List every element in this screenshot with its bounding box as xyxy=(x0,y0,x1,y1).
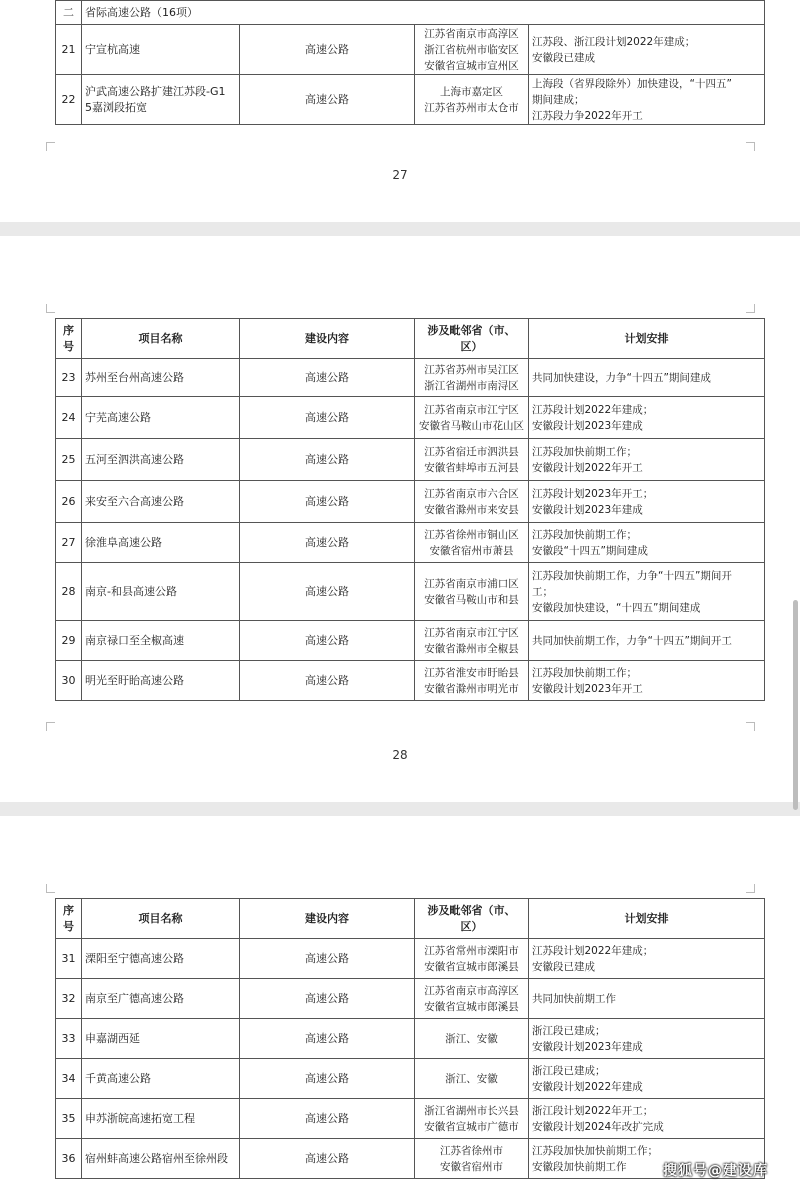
construction-content: 高速公路 xyxy=(240,939,415,979)
table-row xyxy=(56,979,765,1019)
page-separator xyxy=(0,802,800,816)
project-name: 申苏浙皖高速拓宽工程 xyxy=(82,1099,240,1139)
table-row xyxy=(56,621,765,661)
table-row xyxy=(56,1099,765,1139)
plan-arrangement: 江苏段加快加快前期工作； 安徽段加快前期工作 xyxy=(529,1139,765,1179)
project-name: 苏州至台州高速公路 xyxy=(82,359,240,397)
table-row xyxy=(56,939,765,979)
page-separator xyxy=(0,222,800,236)
construction-content: 高速公路 xyxy=(240,439,415,481)
document-page-28 xyxy=(0,236,800,802)
page-corner-mark xyxy=(46,304,55,313)
header-index: 序 号 xyxy=(56,319,82,359)
project-table-page-29 xyxy=(55,898,765,1179)
construction-content: 高速公路 xyxy=(240,397,415,439)
project-name: 南京-和县高速公路 xyxy=(82,563,240,621)
adjacent-regions: 江苏省徐州市铜山区 安徽省宿州市萧县 xyxy=(415,523,529,563)
row-index: 21 xyxy=(56,25,82,75)
plan-arrangement: 浙江段已建成； 安徽段计划2023年建成 xyxy=(529,1019,765,1059)
adjacent-regions: 江苏省淮安市盱眙县 安徽省滁州市明光市 xyxy=(415,661,529,701)
header-project-name: 项目名称 xyxy=(82,319,240,359)
watermark: 搜狐号@建设库 xyxy=(663,1163,768,1179)
adjacent-regions: 江苏省宿迁市泗洪县 安徽省蚌埠市五河县 xyxy=(415,439,529,481)
row-index: 22 xyxy=(56,75,82,125)
row-index: 36 xyxy=(56,1139,82,1179)
project-name: 五河至泗洪高速公路 xyxy=(82,439,240,481)
row-index: 34 xyxy=(56,1059,82,1099)
table-row xyxy=(56,75,765,125)
page-corner-mark xyxy=(46,884,55,893)
table-row xyxy=(56,439,765,481)
project-name: 徐淮阜高速公路 xyxy=(82,523,240,563)
table-row xyxy=(56,1019,765,1059)
table-row xyxy=(56,359,765,397)
row-index: 28 xyxy=(56,563,82,621)
header-index: 序 号 xyxy=(56,899,82,939)
plan-arrangement: 共同加快前期工作 xyxy=(529,979,765,1019)
adjacent-regions: 江苏省苏州市吴江区 浙江省湖州市南浔区 xyxy=(415,359,529,397)
construction-content: 高速公路 xyxy=(240,25,415,75)
table-row xyxy=(56,563,765,621)
section-title: 省际高速公路（16项） xyxy=(82,1,765,25)
document-page-29 xyxy=(0,816,800,1190)
row-index: 26 xyxy=(56,481,82,523)
section-row xyxy=(56,1,765,25)
project-name: 宁宣杭高速 xyxy=(82,25,240,75)
page-number: 28 xyxy=(392,748,408,762)
table-row xyxy=(56,523,765,563)
adjacent-regions: 江苏省南京市六合区 安徽省滁州市来安县 xyxy=(415,481,529,523)
header-construction: 建设内容 xyxy=(240,899,415,939)
plan-arrangement: 江苏段、浙江段计划2022年建成； 安徽段已建成 xyxy=(529,25,765,75)
row-index: 30 xyxy=(56,661,82,701)
project-name: 溧阳至宁德高速公路 xyxy=(82,939,240,979)
plan-arrangement: 江苏段加快前期工作； 安徽段计划2023年开工 xyxy=(529,661,765,701)
row-index: 29 xyxy=(56,621,82,661)
project-name: 千黄高速公路 xyxy=(82,1059,240,1099)
page-corner-mark xyxy=(746,142,755,151)
plan-arrangement: 浙江段已建成； 安徽段计划2022年建成 xyxy=(529,1059,765,1099)
construction-content: 高速公路 xyxy=(240,1139,415,1179)
table-row xyxy=(56,1139,765,1179)
construction-content: 高速公路 xyxy=(240,1019,415,1059)
table-row xyxy=(56,481,765,523)
row-index: 27 xyxy=(56,523,82,563)
construction-content: 高速公路 xyxy=(240,1059,415,1099)
construction-content: 高速公路 xyxy=(240,661,415,701)
plan-arrangement: 江苏段计划2022年建成； 安徽段计划2023年建成 xyxy=(529,397,765,439)
table-header-row xyxy=(56,319,765,359)
adjacent-regions: 江苏省南京市高淳区 浙江省杭州市临安区 安徽省宣城市宣州区 xyxy=(415,25,529,75)
row-index: 23 xyxy=(56,359,82,397)
plan-arrangement: 江苏段加快前期工作，力争“十四五”期间开 工； 安徽段加快建设，“十四五”期间建成 xyxy=(529,563,765,621)
adjacent-regions: 江苏省南京市高淳区 安徽省宣城市郎溪县 xyxy=(415,979,529,1019)
project-name: 来安至六合高速公路 xyxy=(82,481,240,523)
vertical-scrollbar[interactable] xyxy=(793,600,798,810)
plan-arrangement: 江苏段计划2023年开工； 安徽段计划2023年建成 xyxy=(529,481,765,523)
row-index: 33 xyxy=(56,1019,82,1059)
adjacent-regions: 江苏省南京市浦口区 安徽省马鞍山市和县 xyxy=(415,563,529,621)
plan-arrangement: 江苏段计划2022年建成； 安徽段已建成 xyxy=(529,939,765,979)
page-corner-mark xyxy=(746,722,755,731)
plan-arrangement: 江苏段加快前期工作； 安徽段计划2022年开工 xyxy=(529,439,765,481)
table-row xyxy=(56,661,765,701)
row-index: 25 xyxy=(56,439,82,481)
page-corner-mark xyxy=(746,304,755,313)
page-corner-mark xyxy=(746,884,755,893)
row-index: 35 xyxy=(56,1099,82,1139)
project-name: 南京至广德高速公路 xyxy=(82,979,240,1019)
row-index: 24 xyxy=(56,397,82,439)
construction-content: 高速公路 xyxy=(240,523,415,563)
construction-content: 高速公路 xyxy=(240,75,415,125)
page-corner-mark xyxy=(46,722,55,731)
project-table-page-27 xyxy=(55,0,765,125)
adjacent-regions: 上海市嘉定区 江苏省苏州市太仓市 xyxy=(415,75,529,125)
adjacent-regions: 江苏省南京市江宁区 安徽省马鞍山市花山区 xyxy=(415,397,529,439)
plan-arrangement: 江苏段加快前期工作； 安徽段“十四五”期间建成 xyxy=(529,523,765,563)
project-name: 明光至盱眙高速公路 xyxy=(82,661,240,701)
adjacent-regions: 江苏省南京市江宁区 安徽省滁州市全椒县 xyxy=(415,621,529,661)
project-name: 宁芜高速公路 xyxy=(82,397,240,439)
plan-arrangement: 共同加快前期工作，力争“十四五”期间开工 xyxy=(529,621,765,661)
table-header-row xyxy=(56,899,765,939)
header-project-name: 项目名称 xyxy=(82,899,240,939)
project-name: 宿州蚌高速公路宿州至徐州段 xyxy=(82,1139,240,1179)
header-plan: 计划安排 xyxy=(529,899,765,939)
page-corner-mark xyxy=(46,142,55,151)
construction-content: 高速公路 xyxy=(240,563,415,621)
table-row xyxy=(56,1059,765,1099)
row-index: 31 xyxy=(56,939,82,979)
adjacent-regions: 浙江省湖州市长兴县 安徽省宣城市广德市 xyxy=(415,1099,529,1139)
plan-arrangement: 上海段（省界段除外）加快建设，“十四五” 期间建成； 江苏段力争2022年开工 xyxy=(529,75,765,125)
plan-arrangement: 浙江段计划2022年开工； 安徽段计划2024年改扩完成 xyxy=(529,1099,765,1139)
construction-content: 高速公路 xyxy=(240,621,415,661)
adjacent-regions: 浙江、安徽 xyxy=(415,1019,529,1059)
adjacent-regions: 浙江、安徽 xyxy=(415,1059,529,1099)
construction-content: 高速公路 xyxy=(240,1099,415,1139)
project-name: 南京禄口至全椒高速 xyxy=(82,621,240,661)
table-row xyxy=(56,397,765,439)
section-number: 二 xyxy=(56,1,82,25)
construction-content: 高速公路 xyxy=(240,979,415,1019)
project-name: 申嘉湖西延 xyxy=(82,1019,240,1059)
adjacent-regions: 江苏省常州市溧阳市 安徽省宣城市郎溪县 xyxy=(415,939,529,979)
construction-content: 高速公路 xyxy=(240,359,415,397)
table-row xyxy=(56,25,765,75)
header-construction: 建设内容 xyxy=(240,319,415,359)
document-page-27 xyxy=(0,0,800,222)
adjacent-regions: 江苏省徐州市 安徽省宿州市 xyxy=(415,1139,529,1179)
header-region: 涉及毗邻省（市、 区） xyxy=(415,319,529,359)
construction-content: 高速公路 xyxy=(240,481,415,523)
header-region: 涉及毗邻省（市、 区） xyxy=(415,899,529,939)
project-name: 沪武高速公路扩建江苏段-G1 5嘉浏段拓宽 xyxy=(82,75,240,125)
header-plan: 计划安排 xyxy=(529,319,765,359)
project-table-page-28 xyxy=(55,318,765,701)
plan-arrangement: 共同加快建设，力争“十四五”期间建成 xyxy=(529,359,765,397)
row-index: 32 xyxy=(56,979,82,1019)
page-number: 27 xyxy=(392,168,408,182)
